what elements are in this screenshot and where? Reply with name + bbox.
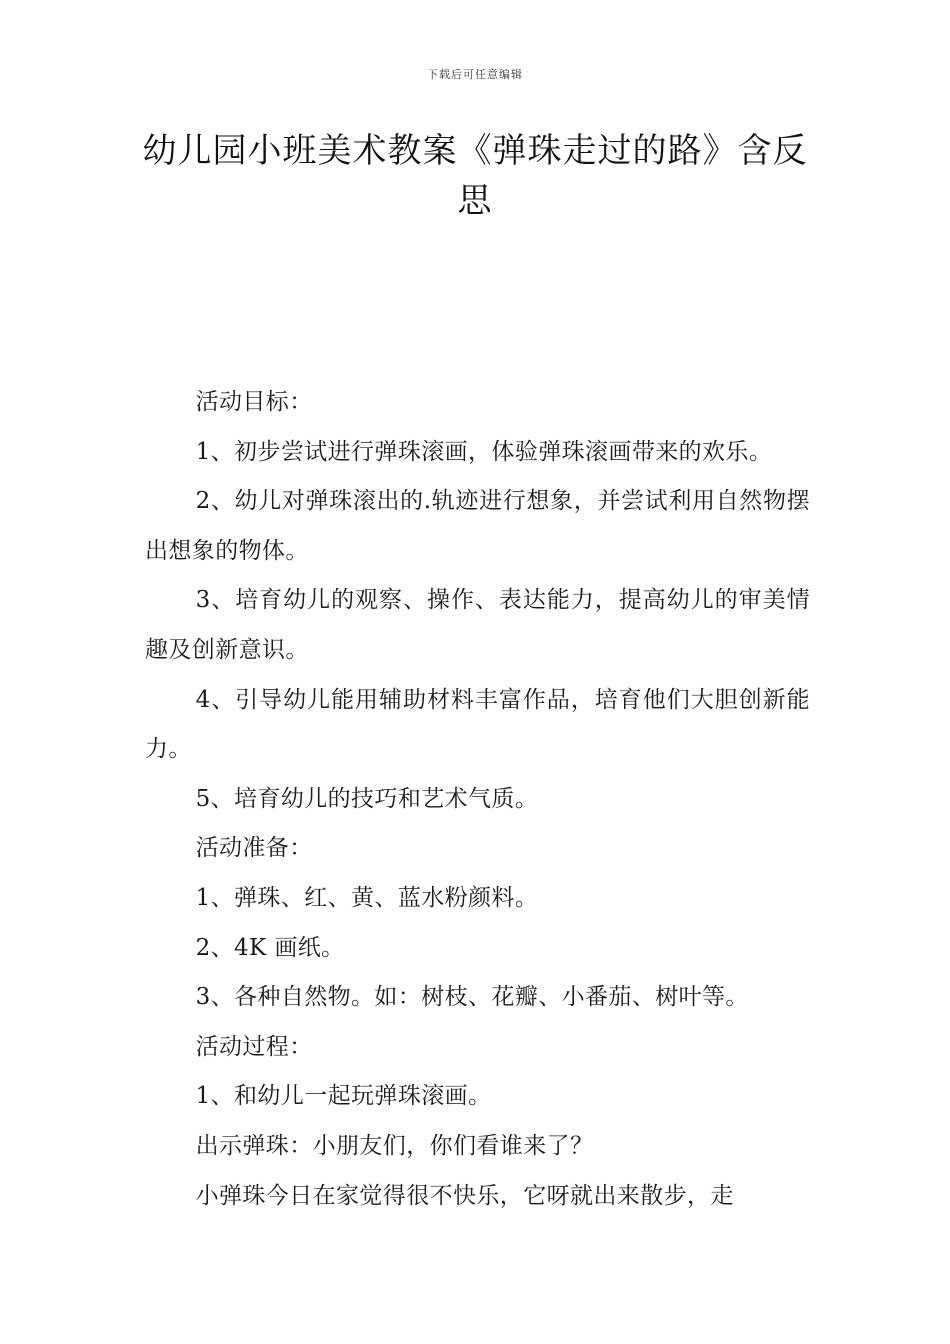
- paragraph: 小弹珠今日在家觉得很不快乐，它呀就出来散步，走: [195, 1182, 734, 1209]
- paragraph: 1、初步尝试进行弹珠滚画，体验弹珠滚画带来的欢乐。: [195, 438, 773, 465]
- section-heading-preparation: 活动准备：: [195, 835, 313, 862]
- paragraph: 4、引导幼儿能用辅助材料丰富作品，培育他们大胆创新能力。: [145, 686, 810, 763]
- document-body: [145, 378, 810, 1221]
- section-heading-goals: 活动目标：: [195, 389, 313, 415]
- paragraph: 出示弹珠：小朋友们，你们看谁来了？: [195, 1132, 594, 1159]
- document-title: 幼儿园小班美术教案《弹珠走过的路》含反思: [142, 131, 808, 221]
- paragraph: 5、培育幼儿的技巧和艺术气质。: [195, 785, 539, 812]
- header-note: 下载后可任意编辑: [427, 68, 523, 81]
- paragraph: 3、各种自然物。如：树枝、花瓣、小番茄、树叶等。: [195, 984, 749, 1011]
- section-heading-process: 活动过程：: [195, 1033, 313, 1060]
- paragraph: 1、弹珠、红、黄、蓝水粉颜料。: [195, 884, 539, 911]
- paragraph: 3、培育幼儿的观察、操作、表达能力，提高幼儿的审美情趣及创新意识。: [145, 587, 810, 663]
- paragraph: 2、4K 画纸。: [195, 934, 345, 961]
- paragraph: 1、和幼儿一起玩弹珠滚画。: [195, 1083, 492, 1110]
- paragraph: 2、幼儿对弹珠滚出的.轨迹进行想象，并尝试利用自然物摆出想象的物体。: [145, 488, 810, 564]
